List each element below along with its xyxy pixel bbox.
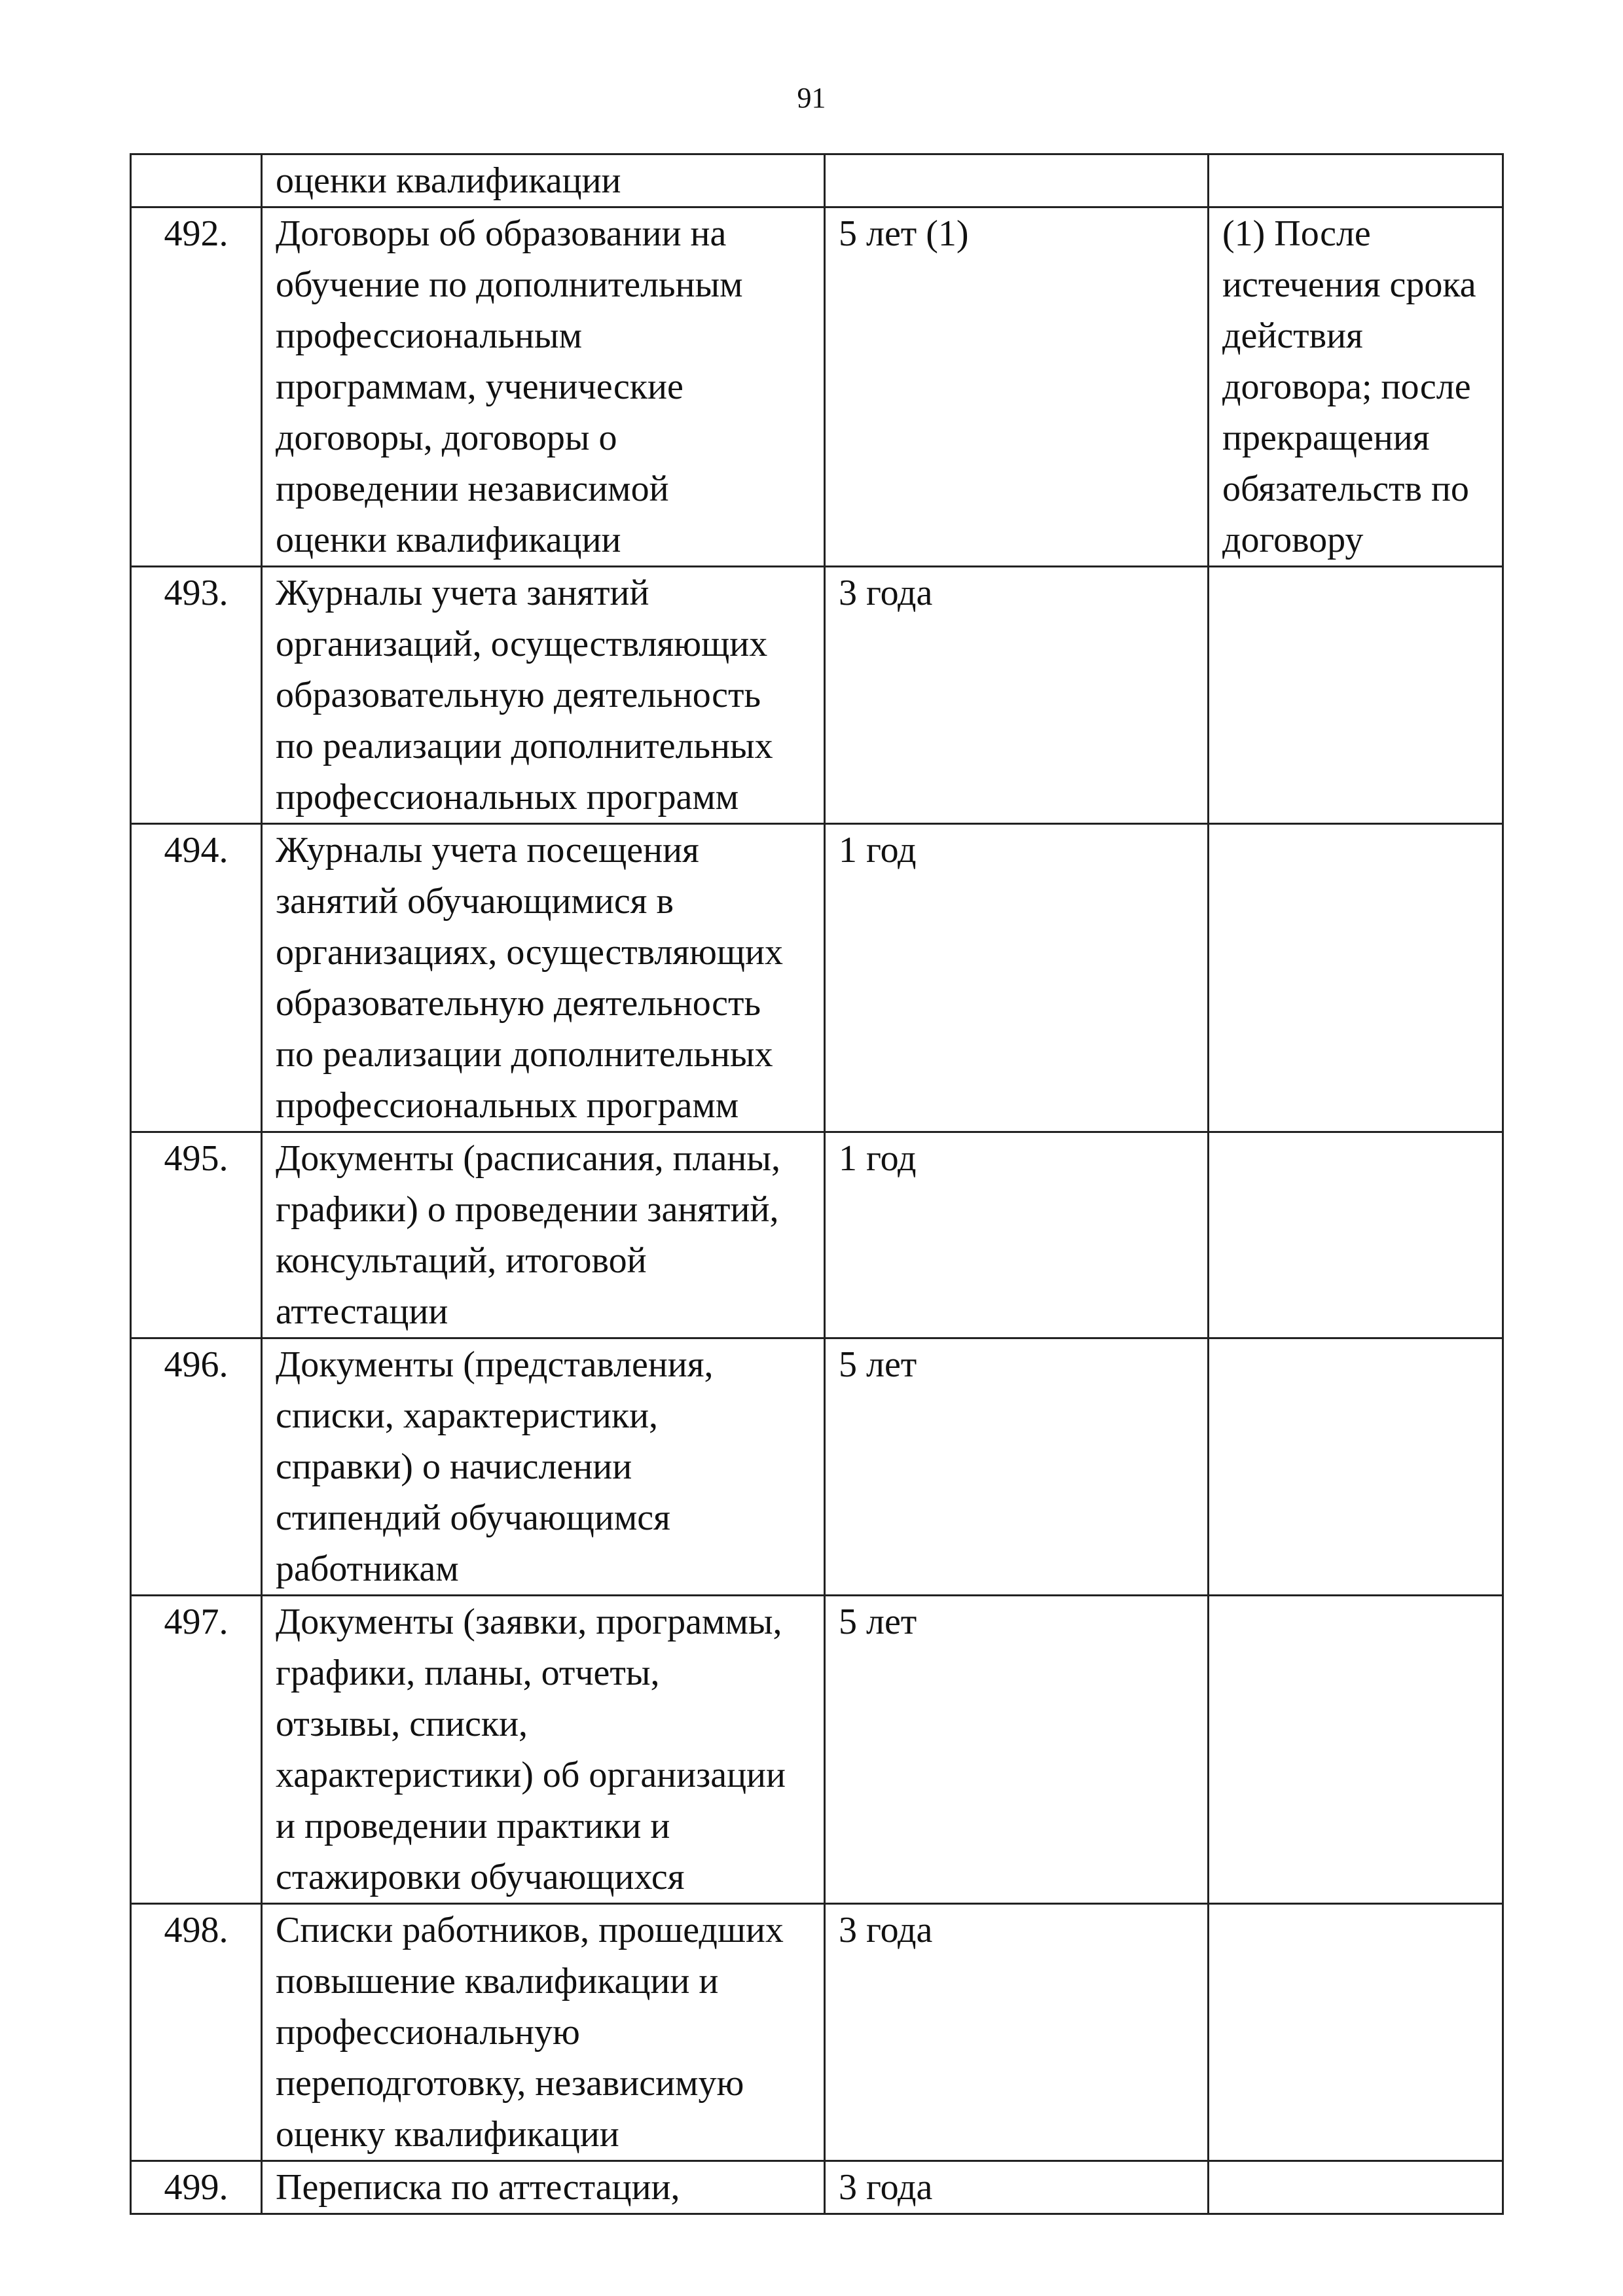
note <box>1209 1904 1503 2161</box>
row-number: 497. <box>131 1596 262 1904</box>
retention-term: 5 лет <box>825 1596 1209 1904</box>
row-number: 493. <box>131 567 262 824</box>
document-title: Списки работников, прошедших повышение квалификации и профессиональную переподготовку, независимую оценку квалификации <box>262 1904 825 2161</box>
note <box>1209 824 1503 1132</box>
retention-term: 1 год <box>825 1132 1209 1338</box>
document-title: Документы (расписания, планы, графики) о проведении занятий, консультаций, итоговой аттестации <box>262 1132 825 1338</box>
row-number <box>131 154 262 207</box>
table-row <box>131 1596 1503 1904</box>
document-title: Журналы учета посещения занятий обучающимися в организациях, осуществляющих образовательную деятельность по реализации дополнительных профессиональных программ <box>262 824 825 1132</box>
note: (1) После истечения срока действия договора; после прекращения обязательств по договору <box>1209 207 1503 567</box>
document-title: оценки квалификации <box>262 154 825 207</box>
row-number: 498. <box>131 1904 262 2161</box>
retention-term: 5 лет <box>825 1338 1209 1596</box>
note <box>1209 154 1503 207</box>
table-row <box>131 824 1503 1132</box>
row-number: 494. <box>131 824 262 1132</box>
table-row <box>131 207 1503 567</box>
document-title: Документы (заявки, программы, графики, планы, отчеты, отзывы, списки, характеристики) об организации и проведении практики и стажировки обучающихся <box>262 1596 825 1904</box>
retention-term <box>825 154 1209 207</box>
table-row <box>131 1904 1503 2161</box>
note <box>1209 567 1503 824</box>
document-title: Договоры об образовании на обучение по дополнительным профессиональным программам, ученические договоры, договоры о проведении независимой оценки квалификации <box>262 207 825 567</box>
row-number: 499. <box>131 2161 262 2214</box>
document-title: Журналы учета занятий организаций, осуществляющих образовательную деятельность по реализации дополнительных профессиональных программ <box>262 567 825 824</box>
row-number: 496. <box>131 1338 262 1596</box>
retention-term: 3 года <box>825 1904 1209 2161</box>
retention-term: 3 года <box>825 567 1209 824</box>
table-row <box>131 567 1503 824</box>
table-row <box>131 2161 1503 2214</box>
retention-term: 1 год <box>825 824 1209 1132</box>
retention-term: 3 года <box>825 2161 1209 2214</box>
table-row <box>131 154 1503 207</box>
note <box>1209 1596 1503 1904</box>
retention-term: 5 лет (1) <box>825 207 1209 567</box>
records-retention-table <box>130 153 1504 2215</box>
row-number: 495. <box>131 1132 262 1338</box>
note <box>1209 1338 1503 1596</box>
row-number: 492. <box>131 207 262 567</box>
note <box>1209 1132 1503 1338</box>
document-title: Документы (представления, списки, характеристики, справки) о начислении стипендий обучающимся работникам <box>262 1338 825 1596</box>
page-number: 91 <box>797 82 826 114</box>
document-title: Переписка по аттестации, <box>262 2161 825 2214</box>
note <box>1209 2161 1503 2214</box>
table-row <box>131 1338 1503 1596</box>
table-row <box>131 1132 1503 1338</box>
